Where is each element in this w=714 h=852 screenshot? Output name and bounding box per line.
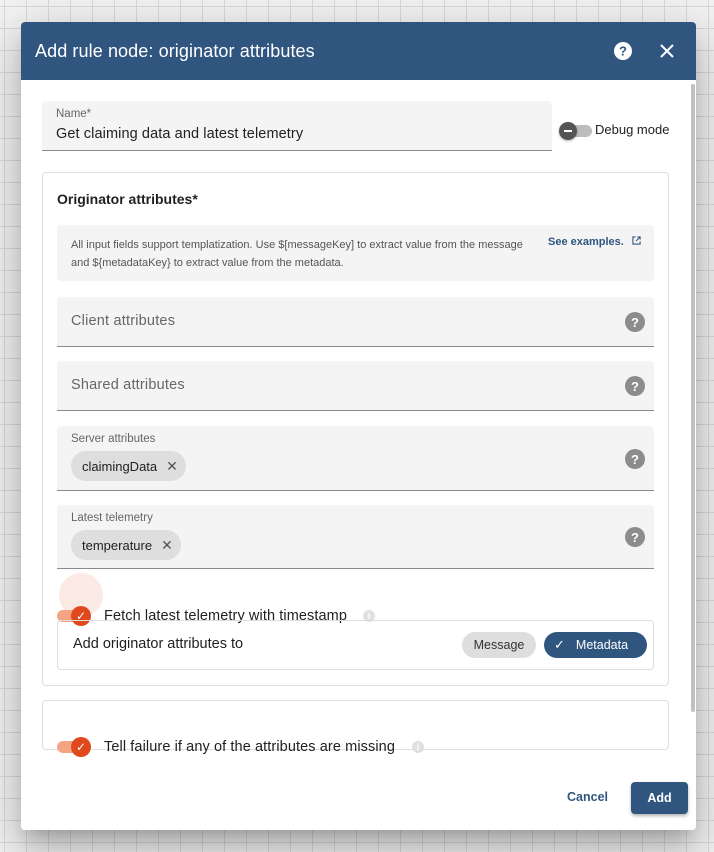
cancel-button[interactable]: Cancel (567, 790, 608, 804)
metadata-option-label: Metadata (575, 638, 629, 652)
latest-telemetry-field[interactable] (57, 505, 654, 569)
name-field-value: Get claiming data and latest telemetry (56, 126, 304, 142)
dialog-content (21, 80, 696, 772)
svg-text:?: ? (619, 43, 627, 59)
server-attributes-field[interactable] (57, 426, 654, 491)
message-option-label: Message (473, 638, 525, 652)
hint-text: All input fields support templatization. Use $[messageKey] to extract value from the message and ${metadataKey} to extract value from the metadata. (71, 239, 523, 269)
shared-attributes-field[interactable] (57, 361, 654, 411)
chip-temperature[interactable] (71, 530, 181, 560)
help-icon[interactable] (611, 39, 635, 63)
help-icon[interactable]: ? (625, 527, 645, 547)
info-icon[interactable]: i (363, 610, 375, 622)
server-attributes-label: Server attributes (71, 433, 156, 445)
originator-attributes-title: Originator attributes* (57, 191, 198, 207)
help-icon[interactable]: ? (625, 449, 645, 469)
shared-attributes-placeholder: Shared attributes (71, 377, 185, 393)
name-field[interactable] (42, 101, 552, 151)
client-attributes-placeholder: Client attributes (71, 313, 176, 329)
close-icon[interactable] (655, 39, 679, 63)
chip-label: claimingData (82, 458, 158, 474)
add-to-label: Add originator attributes to (73, 636, 244, 652)
help-icon[interactable]: ? (625, 376, 645, 396)
templatization-hint (57, 225, 654, 281)
add-button[interactable] (631, 782, 688, 814)
tell-failure-toggle[interactable] (57, 737, 89, 757)
message-option[interactable] (462, 632, 536, 658)
check-icon: ✓ (71, 606, 91, 626)
remove-chip-icon[interactable]: ✕ (166, 457, 178, 474)
check-icon: ✓ (554, 637, 565, 652)
external-link-icon (629, 236, 641, 248)
check-icon: ✓ (71, 737, 91, 757)
tell-failure-label: Tell failure if any of the attributes are missing (104, 739, 396, 755)
see-examples-link[interactable] (548, 236, 641, 248)
help-icon[interactable]: ? (625, 312, 645, 332)
debug-mode-label: Debug mode (595, 122, 670, 137)
debug-toggle-thumb (559, 122, 577, 140)
client-attributes-field[interactable] (57, 297, 654, 347)
scrollbar[interactable] (691, 84, 695, 712)
info-icon[interactable]: i (412, 741, 424, 753)
chip-claimingdata[interactable] (71, 451, 186, 481)
debug-mode-toggle[interactable] (559, 123, 593, 139)
fetch-timestamp-label: Fetch latest telemetry with timestamp (104, 608, 348, 624)
dialog-header (21, 22, 696, 80)
see-examples-label: See examples. (548, 236, 624, 248)
add-to-selector (57, 620, 654, 670)
name-field-label: Name* (56, 108, 92, 120)
dialog-footer (21, 772, 696, 830)
latest-telemetry-label: Latest telemetry (71, 512, 153, 524)
remove-chip-icon[interactable]: ✕ (161, 536, 173, 553)
chip-label: temperature (82, 537, 153, 553)
add-button-label: Add (647, 791, 672, 805)
add-rule-node-dialog (21, 22, 696, 830)
metadata-option[interactable] (544, 632, 647, 658)
dialog-title: Add rule node: originator attributes (35, 40, 315, 61)
